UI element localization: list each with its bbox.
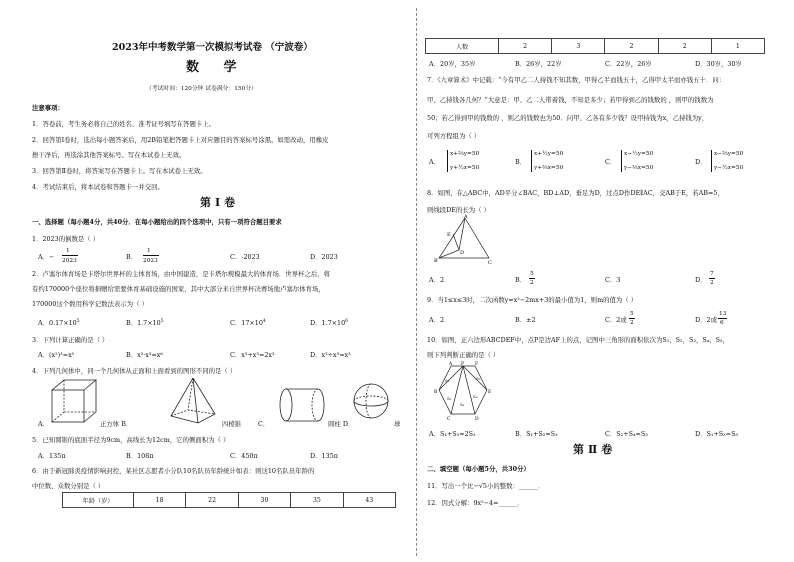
q5-stem: 5．已知圆锥的底面半径为9cm，高线长为12cm，它的侧面积为（ ） [32,436,230,444]
q7-option-b: B． [515,158,527,166]
age-table [62,492,396,508]
q6-option-d: D．30岁，30岁 [695,60,742,68]
q2-option-a: A．$0.17\times 10^5$ [38,319,80,328]
q1-a-num: 1 [66,248,70,254]
q5-option-a: A．135π [38,452,66,460]
notice-heading: 注意事项： [32,104,64,112]
q8-label-e: E [447,232,451,238]
hex-label-b: B [434,390,438,395]
q8-option-a: A．2 [429,276,445,284]
q2-line-2: 有约170000个座位将捐赠给需要体育基础设施的国家，其中大部分来自世界杯决赛场地卢塞尔体育场， [32,285,325,293]
hex-label-s3: S₃ [460,402,465,407]
exam-title: 2023年中考数学第一次模拟考试卷 （宁波卷） [112,42,313,53]
hex-label-c: C [447,417,451,422]
q4-label-pyramid: 四棱锥 [222,420,242,428]
q1-option-a: A．− [38,253,55,261]
q6-stem-cont: 中位数、众数分别是（ ） [32,482,105,490]
q4-stem: 4．下列几何体中，同一个几何体从正面和上面看到的图形不同的是（ ） [32,367,237,375]
q1-stem: 1．2023的倒数是（ ） [32,235,100,243]
q8-option-d: D． [695,276,707,284]
column-divider [416,8,417,556]
age-table-header: 年龄（岁） [63,493,134,508]
hex-label-s4: S₄ [473,394,478,399]
q1-option-c: C．-2023 [230,253,260,261]
q10-option-c: C．S₂+S₄=S₃ [605,430,648,438]
q4-label-a: A． [38,420,50,428]
hexagon-figure [433,360,493,422]
part2-heading: 第Ⅱ卷 [573,443,617,456]
q7-line-3: 50；若乙得到甲的钱数的 ，则乙的钱数也为50．问甲、乙各有多少钱？设甲持钱为x，乙持钱为y， [427,114,709,122]
q4-label-c: C． [258,420,270,428]
subject-title: 数 学 [186,60,247,75]
q4-label-d: 圆柱 D． [328,420,355,428]
hex-label-a: A [449,362,453,367]
q8-option-b: B． [515,276,527,284]
notice-2-cont: 擦干净后，再选涂其他答案标号。写在本试卷上无效。 [32,151,186,159]
q9-d-den: 6 [720,320,724,326]
count-table-header: 人数 [426,39,499,54]
q9-stem: 9．当1≤x≤3时，二次函数y=x²−2mx+3的最小值为1，则m的值为（ ） [427,296,638,304]
exam-info: （考试时间：120分钟 试卷满分：150分） [146,86,257,92]
q8-label-a: A [464,214,468,220]
q1-b-num: 1 [147,248,151,254]
q8-line-2: 则线段DE的长为（ ） [427,206,490,214]
section2-heading: 二、填空题（每小题5分，共30分） [427,465,530,473]
notice-1: 1．答卷前，考生务必将自己的姓名、准考证号填写在答题卡上。 [32,120,216,128]
q5-option-c: C．450π [230,452,258,460]
part1-heading: 第Ⅰ卷 [200,196,240,209]
q7-option-c: C． [605,158,617,166]
q10-line-2: 则下列判断正确的是（ ） [427,351,500,359]
q3-option-d: D．x³÷x³=x³ [310,351,351,359]
q7-line-4: 可列方程组为（ ） [427,132,481,140]
q11-stem: 11．写出一个比−√5小的整数：______． [427,482,545,490]
notice-3: 3．回答第Ⅱ卷时，将答案写在答题卡上。写在本试卷上无效。 [32,167,207,175]
q9-option-a: A．2 [429,316,445,324]
q3-option-a: A．(x²)³=x⁵ [38,351,75,359]
q6-option-a: A．20岁，35岁 [429,60,476,68]
q1-a-den: 2023 [62,258,77,264]
q6-option-c: C．22岁，26岁 [605,60,652,68]
age-table-cell: 22 [186,493,238,508]
pyramid-figure [168,376,218,426]
q8-triangle-figure [433,214,493,264]
q9-d-num: 13 [719,311,727,317]
hex-label-s2: S₂ [447,396,452,401]
q2-option-c: C．$17\times 10^4$ [230,319,266,328]
q9-option-d: D．2或 [695,316,717,324]
q10-option-a: A．S₁+S₅=2S₃ [429,430,476,438]
q1-b-den: 2023 [143,258,158,264]
age-table-cell: 18 [134,493,186,508]
hex-label-s5: S₅ [476,376,481,381]
count-table-cell: 2 [499,39,552,54]
q10-option-d: D．S₁+S₃=S₅ [695,430,739,438]
count-table-cell: 2 [658,39,711,54]
hex-label-p: P [461,362,465,367]
section1-heading: 一、选择题（每小题4分，共40分．在每小题给出的四个选项中，只有一项符合题目要求 [32,218,282,226]
q2-option-d: D．$1.7\times 10^6$ [310,319,349,328]
q5-option-b: B．108π [126,452,154,460]
hex-label-f: F [475,362,479,367]
age-table-cell: 43 [343,493,395,508]
q9-option-c: C．2或 [605,316,627,324]
q3-option-b: B．x²·x³=x⁶ [126,351,163,359]
hex-label-e: E [488,390,492,395]
q10-option-b: B．S₁+S₂=S₃ [515,430,558,438]
q7-system-c: x−½y=50 y−⅔x=50 [621,150,653,172]
q9-c-num: 5 [630,311,634,317]
hex-label-s1: S₁ [445,378,450,383]
cylinder-figure [278,386,326,424]
q1-a-fraction-bar [62,255,78,256]
q1-option-b: B． [126,253,138,261]
q7-system-a: x+⅔y=50 y+½x=50 [447,150,479,172]
q3-option-c: C．x³+x³=2x³ [230,351,275,359]
q4-label-b: 正方体 B． [100,420,133,428]
q6-stem: 6．由于新冠肺炎疫情影响封控，某社区志愿者小分队10名队员年龄统计如表：则这10名队员年龄的 [32,467,315,475]
q8-label-b: B [434,258,438,264]
count-table-cell: 2 [605,39,658,54]
q7-option-d: D． [695,158,707,166]
age-table-row [63,493,396,508]
hex-label-d: D [475,417,479,422]
cube-figure [50,378,98,426]
age-table-cell: 35 [291,493,343,508]
q9-c-den: 2 [630,320,634,326]
q7-system-d: x−⅔y=50 y−½x=50 [711,150,743,172]
age-table-cell: 30 [238,493,290,508]
q8-b-num: 5 [530,271,534,277]
q2-line-1: 2．卢塞尔体育场是卡塔尔世界杯的主体育场，由中国建造，是卡塔尔规模最大的体育场．世界杯之后，将 [32,270,331,278]
q7-system-b: x+½y=50 y+⅔x=50 [531,150,563,172]
q7-line-1: 7．《九章算术》中记载：“今有甲乙二人持钱不知其数，甲得乙半而钱五十，乙得甲太半而亦钱五十．问： [427,76,726,84]
q4-label-sphere: 球 [394,420,401,428]
q5-option-d: D．135π [310,452,338,460]
notice-2: 2．回答第Ⅰ卷时，选出每小题答案后，用2B铅笔把答题卡上对应题目的答案标号涂黑。如需改动，用橡皮 [32,136,329,144]
q7-option-a: A． [429,158,441,166]
right-column [425,0,794,562]
q12-stem: 12．因式分解：9x²−4=______． [427,499,525,507]
q7-line-2: 甲、乙持钱各几何？”大意是：甲、乙二人带着钱，不知是多少；若甲得到乙的钱数的 ，则甲的钱数为 [427,96,714,104]
count-table [425,38,765,54]
q10-line-1: 10．如图，正六边形ABCDEF中，点P是边AF上的点，记图中三角形的面积依次为S₁，S₂，S₃，S₄，S₅， [427,336,730,344]
q1-option-d: D．2023 [310,253,338,261]
q8-b-den: 2 [530,280,534,286]
q2-line-3: 170000这个数用科学记数法表示为（ ） [32,300,148,308]
q8-d-den: 2 [710,280,714,286]
count-table-cell: 1 [711,39,764,54]
q8-d-num: 7 [710,271,714,277]
notice-4: 4．考试结束后，将本试卷和答题卡一并交回。 [32,183,164,191]
q9-option-b: B．±2 [515,316,536,324]
q6-option-b: B．26岁，22岁 [515,60,562,68]
q1-b-fraction-bar [143,255,159,256]
q8-label-c: C [488,260,492,264]
q8-line-1: 8．如图，在△ABC中，AD平分∠BAC，BD⊥AD，垂足为D，过点D作DE∥AC，交AB于E，若AB=5， [427,189,724,197]
q2-option-b: B．$1.7\times 10^5$ [126,319,164,328]
q3-stem: 3．下列计算正确的是（ ） [32,336,109,344]
q8-label-d: D [460,250,465,256]
sphere-figure [352,382,390,420]
q8-option-c: C．3 [605,276,621,284]
count-table-cell: 3 [552,39,605,54]
count-table-row [426,39,765,54]
